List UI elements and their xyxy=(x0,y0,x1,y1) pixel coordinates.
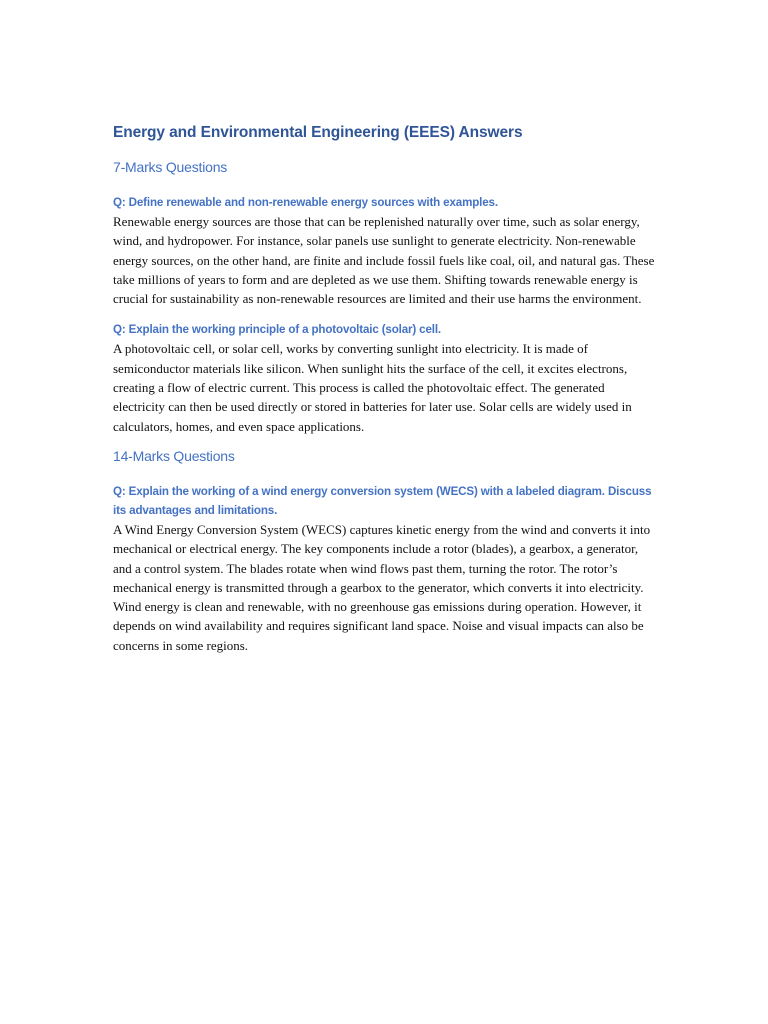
answer-renewable-sources: Renewable energy sources are those that can be replenished naturally over time, such as solar energy, wind, and hydropower. For instance, solar panels use sunlight to generate electricity. Non-renewable energy sources, on the other hand, are finite and include fossil fuels like coal, oil, and natural gas. These take millions of years to form and are depleted as we use them. Shifting towards renewable energy is crucial for sustainability as non-renewable resources are limited and their use harms the environment. xyxy=(113,214,655,307)
question-renewable-sources: Q: Define renewable and non-renewable energy sources with examples. xyxy=(113,196,498,209)
answer-wecs: A Wind Energy Conversion System (WECS) captures kinetic energy from the wind and converts it into mechanical or electrical energy. The key components include a rotor (blades), a gearbox, a generator, and a control system. The blades rotate when wind flows past them, turning the rotor. The rotor’s mechanical energy is transmitted through a gearbox to the generator, which converts it into electricity. Wind energy is clean and renewable, with no greenhouse gas emissions during operation. However, it depends on wind availability and requires significant land space. Noise and visual impacts can also be concerns in some regions. xyxy=(113,521,651,653)
question-photovoltaic-cell: Q: Explain the working principle of a photovoltaic (solar) cell. xyxy=(113,323,441,337)
document-title: Energy and Environmental Engineering (EEES) Answers xyxy=(113,124,523,141)
document-body xyxy=(113,124,658,667)
question-wecs: Q: Explain the working of a wind energy conversion system (WECS) with a labeled diagram. Discuss its advantages and limitations. xyxy=(113,484,652,517)
answer-photovoltaic-cell: A photovoltaic cell, or solar cell, works by converting sunlight into electricity. It is made of semiconductor materials like silicon. When sunlight hits the surface of the cell, it excites electrons, creating a flow of electric current. This process is called the photovoltaic effect. The generated electricity can then be used directly or stored in batteries for later use. Solar cells are widely used in calculators, homes, and even space applications. xyxy=(113,341,632,434)
section-heading-7-marks: 7-Marks Questions xyxy=(113,159,228,175)
section-heading-14-marks: 14-Marks Questions xyxy=(113,447,235,464)
